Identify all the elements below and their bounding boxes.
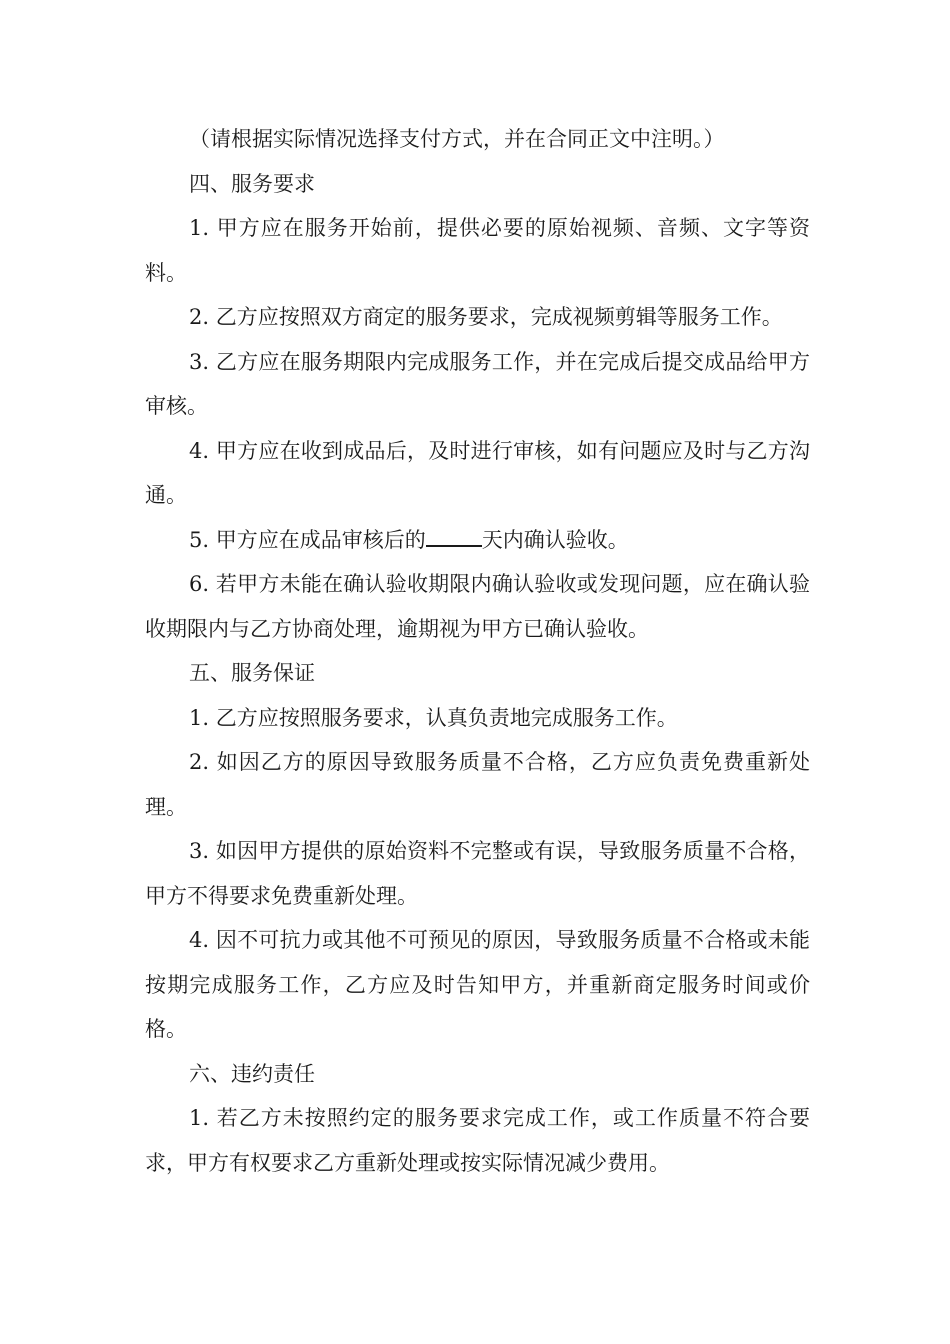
document-body	[145, 117, 810, 1185]
clause-6-1: 1. 若乙方未按照约定的服务要求完成工作，或工作质量不符合要求，甲方有权要求乙方重新处理或按实际情况减少费用。	[145, 1106, 810, 1175]
section-heading-service-requirements: 四、服务要求	[189, 171, 315, 196]
payment-note: （请根据实际情况选择支付方式，并在合同正文中注明。）	[189, 127, 725, 151]
clause-5-1: 1. 乙方应按照服务要求，认真负责地完成服务工作。	[189, 705, 678, 730]
clause-4-3: 3. 乙方应在服务期限内完成服务工作，并在完成后提交成品给甲方审核。	[145, 349, 810, 418]
clause-5-3: 3. 如因甲方提供的原始资料不完整或有误，导致服务质量不合格，甲方不得要求免费重新处理。	[145, 839, 810, 908]
clause-5-2: 2. 如因乙方的原因导致服务质量不合格，乙方应负责免费重新处理。	[145, 750, 810, 819]
clause-4-5-text-after: 天内确认验收。	[481, 527, 629, 552]
section-heading-service-guarantee: 五、服务保证	[189, 661, 315, 685]
section-heading-liability: 六、违约责任	[189, 1061, 315, 1086]
clause-4-4: 4. 甲方应在收到成品后，及时进行审核，如有问题应及时与乙方沟通。	[145, 438, 810, 507]
clause-4-6: 6. 若甲方未能在确认验收期限内确认验收或发现问题，应在确认验收期限内与乙方协商处理，逾期视为甲方已确认验收。	[145, 572, 810, 641]
clause-5-4: 4. 因不可抗力或其他不可预见的原因，导致服务质量不合格或未能按期完成服务工作，乙方应及时告知甲方，并重新商定服务时间或价格。	[145, 928, 810, 1041]
clause-4-5	[145, 518, 810, 563]
days-blank-field[interactable]	[426, 523, 482, 547]
clause-4-5-text-before: 5. 甲方应在成品审核后的	[189, 527, 426, 552]
clause-4-2: 2. 乙方应按照双方商定的服务要求，完成视频剪辑等服务工作。	[189, 305, 783, 329]
clause-4-1: 1. 甲方应在服务开始前，提供必要的原始视频、音频、文字等资料。	[145, 216, 810, 285]
